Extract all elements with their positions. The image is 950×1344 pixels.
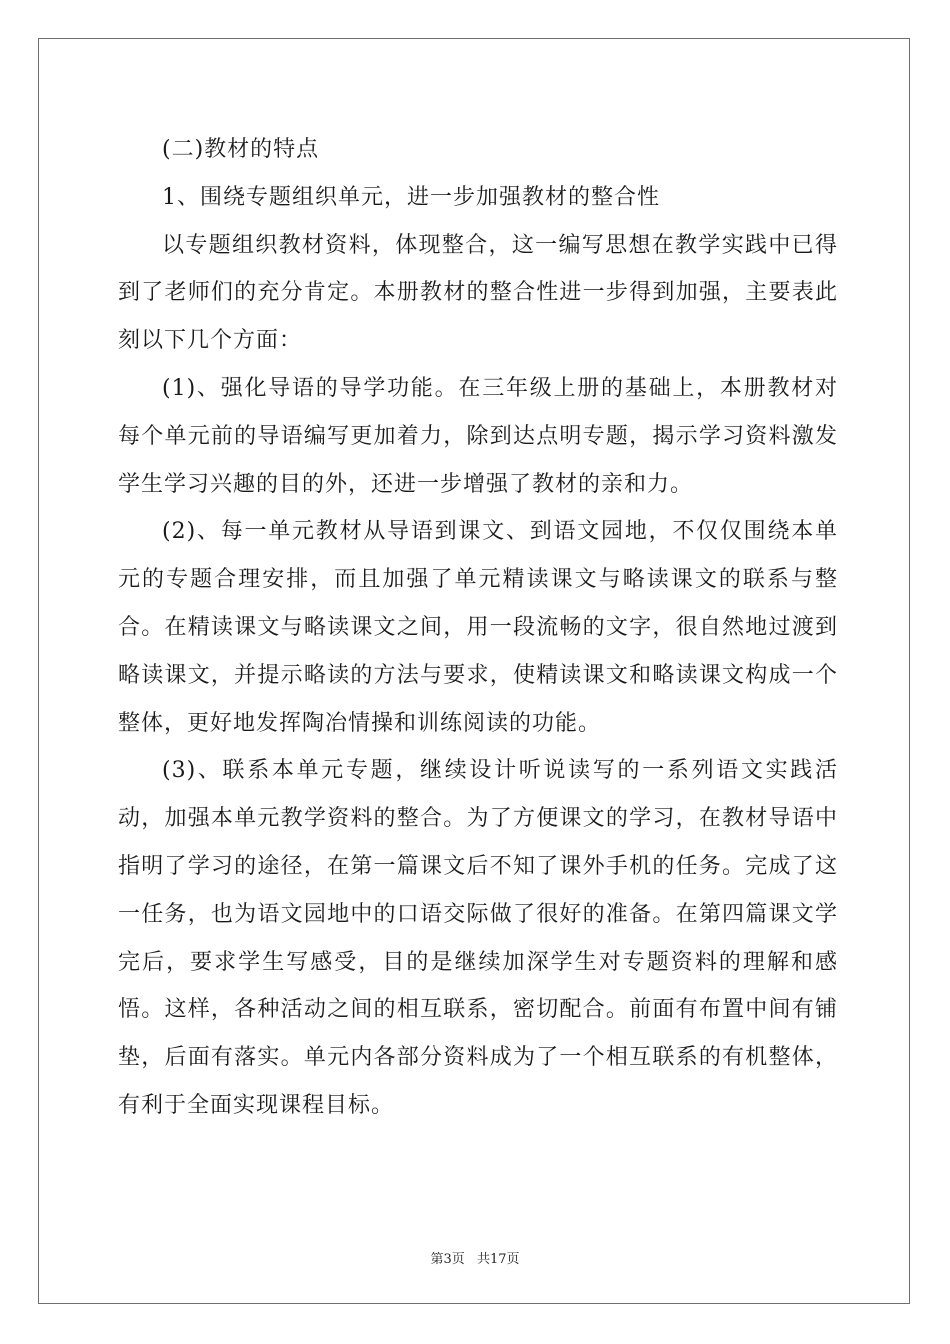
subsection-heading: 1、围绕专题组织单元，进一步加强教材的整合性 — [162, 184, 660, 210]
paragraph: (2)、每一单元教材从导语到课文、到语文园地，不仅仅围绕本单元的专题合理安排，而且加强了单元精读课文与略读课文的联系与整合。在精读课文与略读课文之间，用一段流畅的文字，很自然地过渡到略读课文，并提示略读的方法与要求，使精读课文和略读课文构成一个整体，更好地发挥陶冶情操和训练阅读的功能。 — [118, 519, 838, 736]
section-heading: (二)教材的特点 — [162, 137, 320, 162]
page-number: 第3页 — [430, 1252, 465, 1267]
document-body — [118, 126, 838, 1130]
paragraph: (3)、联系本单元专题，继续设计听说读写的一系列语文实践活动，加强本单元教学资料的整合。为了方便课文的学习，在教材导语中指明了学习的途径，在第一篇课文后不知了课外手机的任务。完成了这一任务，也为语文园地中的口语交际做了很好的准备。在第四篇课文学完后，要求学生写感受，目的是继续加深学生对专题资料的理解和感悟。这样，各种活动之间的相互联系，密切配合。前面有布置中间有铺垫，后面有落实。单元内各部分资料成为了一个相互联系的有机整体，有利于全面实现课程目标。 — [118, 758, 838, 1118]
paragraph: (1)、强化导语的导学功能。在三年级上册的基础上，本册教材对每个单元前的导语编写更加着力，除到达点明专题，揭示学习资料激发学生学习兴趣的目的外，还进一步增强了教材的亲和力。 — [118, 375, 838, 497]
paragraph: 以专题组织教材资料，体现整合，这一编写思想在教学实践中已得到了老师们的充分肯定。本册教材的整合性进一步得到加强，主要表此刻以下几个方面： — [118, 232, 838, 354]
page-total: 共17页 — [476, 1252, 520, 1267]
page-footer — [0, 1248, 950, 1267]
